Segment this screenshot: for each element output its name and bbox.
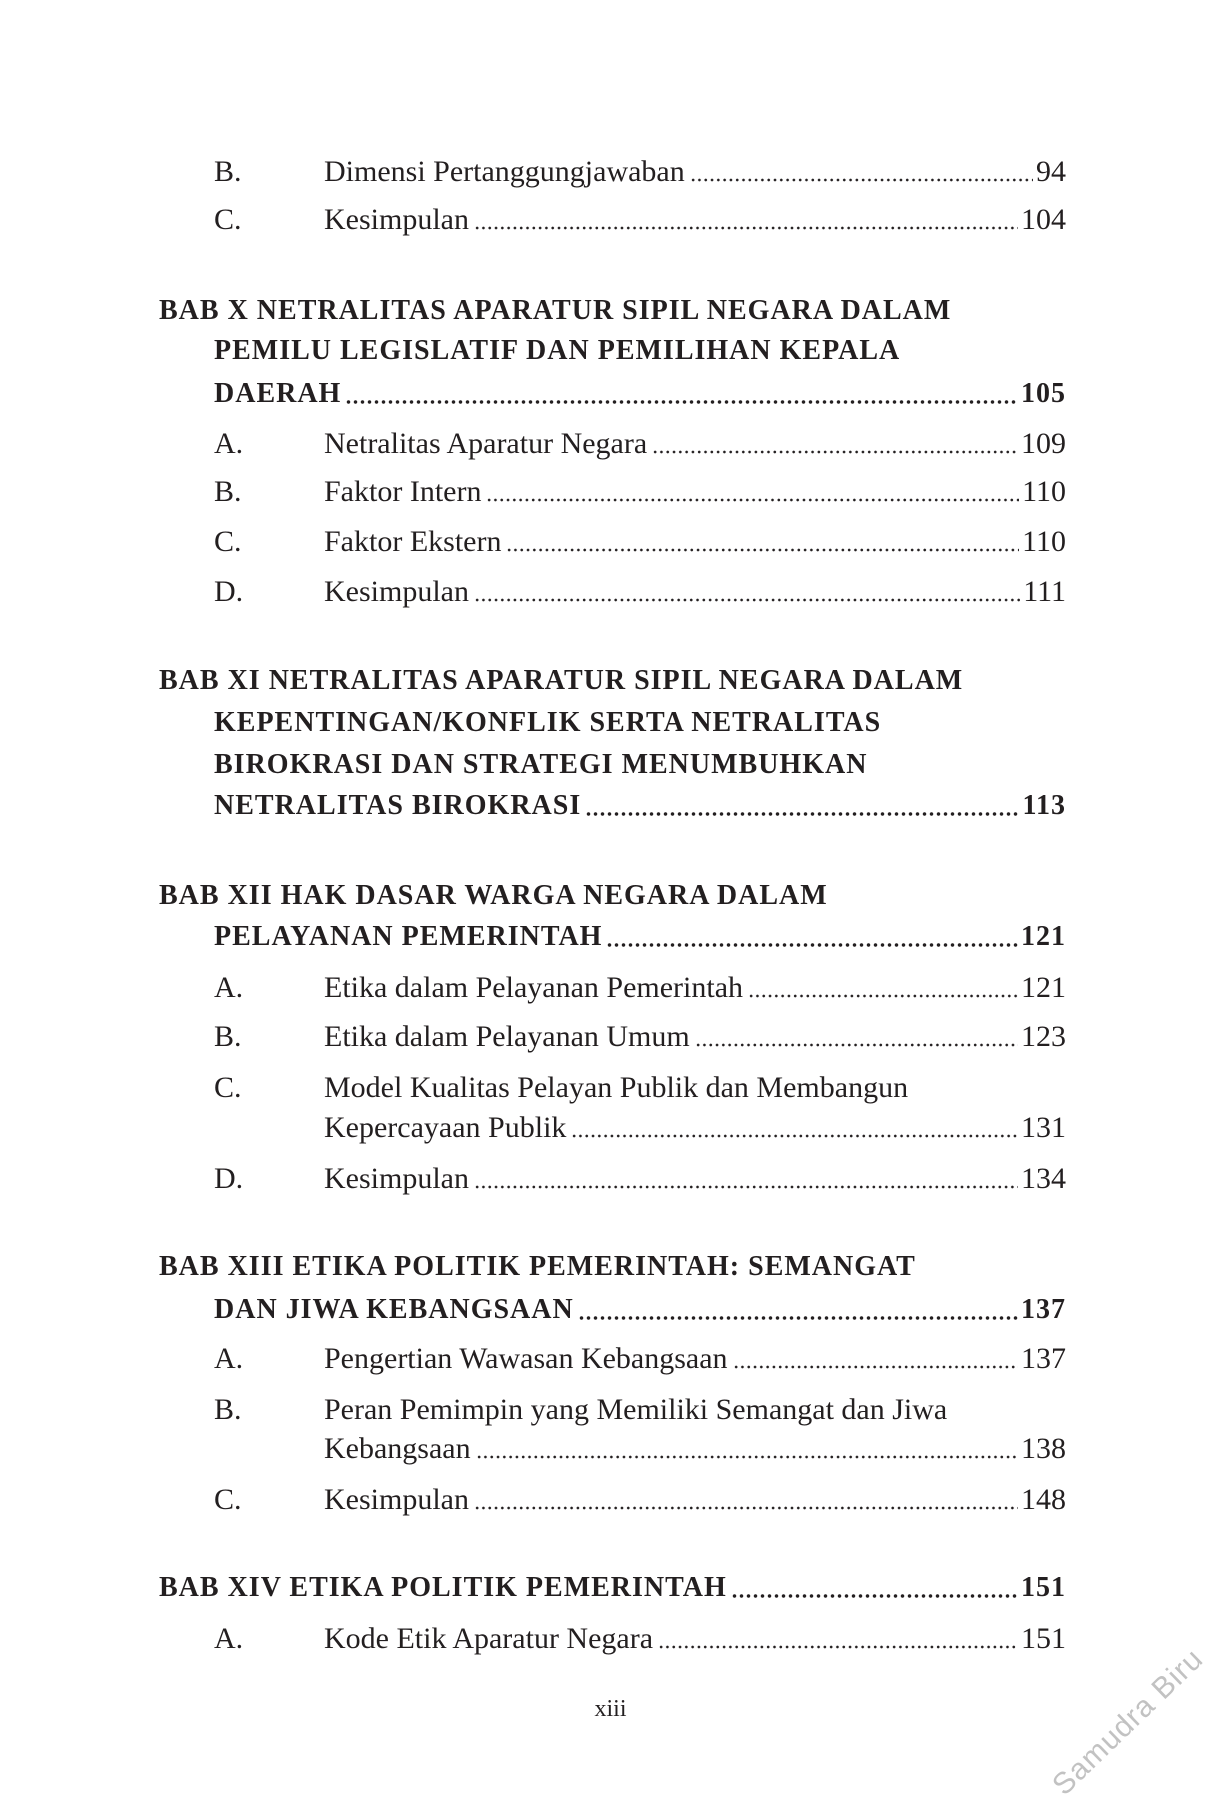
entry-label: A. — [214, 1622, 244, 1655]
toc-entry-continuation — [324, 1429, 1066, 1469]
leader-dots — [658, 1619, 1018, 1659]
entry-title: Pengertian Wawasan Kebangsaan — [324, 1342, 728, 1375]
chapter-heading-text: PELAYANAN PEMERINTAH — [214, 921, 603, 952]
entry-label: A. — [214, 427, 244, 460]
chapter-page-number: 105 — [1021, 378, 1066, 409]
leader-dots — [695, 1017, 1018, 1057]
leader-dots — [578, 1290, 1018, 1330]
entry-page-number: 121 — [1021, 971, 1066, 1004]
entry-title: Kesimpulan — [324, 1162, 469, 1195]
chapter-heading-line: BAB X NETRALITAS APARATUR SIPIL NEGARA DALAM — [159, 295, 952, 326]
chapter-heading-line: PEMILU LEGISLATIF DAN PEMILIHAN KEPALA — [214, 335, 901, 366]
entry-title: Netralitas Aparatur Negara — [324, 427, 648, 460]
chapter-heading-line: BAB XII HAK DASAR WARGA NEGARA DALAM — [159, 880, 828, 911]
entry-title: Dimensi Pertanggungjawaban — [324, 155, 685, 188]
toc-entry — [214, 1339, 1066, 1379]
leader-dots — [474, 200, 1018, 240]
entry-page-number: 137 — [1021, 1342, 1066, 1375]
entry-page-number: 110 — [1022, 475, 1066, 508]
chapter-heading-line: KEPENTINGAN/KONFLIK SERTA NETRALITAS — [214, 707, 882, 738]
toc-entry — [214, 152, 1066, 192]
chapter-page-number: 137 — [1021, 1294, 1066, 1325]
entry-title: Etika dalam Pelayanan Pemerintah — [324, 971, 744, 1004]
leader-dots — [345, 374, 1018, 414]
entry-page-number: 110 — [1022, 525, 1066, 558]
entry-title: Kesimpulan — [324, 575, 469, 608]
leader-dots — [748, 968, 1018, 1008]
entry-page-number: 123 — [1021, 1020, 1066, 1053]
chapter-heading-line: BAB XIII ETIKA POLITIK PEMERINTAH: SEMANGAT — [159, 1251, 916, 1282]
toc-entry-continuation — [324, 1108, 1066, 1148]
entry-title: Kode Etik Aparatur Negara — [324, 1622, 654, 1655]
chapter-heading-last-line — [214, 786, 1066, 826]
entry-title: Faktor Ekstern — [324, 525, 502, 558]
leader-dots — [506, 522, 1019, 562]
chapter-heading-line: BAB XI NETRALITAS APARATUR SIPIL NEGARA DALAM — [159, 665, 964, 696]
toc-entry — [214, 1480, 1066, 1520]
entry-label: A. — [214, 1342, 244, 1375]
entry-title: Kepercayaan Publik — [324, 1111, 567, 1144]
toc-entry — [214, 424, 1066, 464]
chapter-heading-last-line — [159, 1568, 1066, 1608]
leader-dots — [690, 152, 1033, 192]
entry-page-number: 151 — [1021, 1622, 1066, 1655]
entry-label: D. — [214, 1162, 244, 1195]
entry-title: Model Kualitas Pelayan Publik dan Membangun — [324, 1071, 909, 1104]
toc-entry — [214, 1619, 1066, 1659]
toc-entry — [214, 968, 1066, 1008]
leader-dots — [476, 1429, 1018, 1469]
chapter-heading-line: BIROKRASI DAN STRATEGI MENUMBUHKAN — [214, 749, 868, 780]
page-number-footer: xiii — [594, 1696, 627, 1722]
entry-page-number: 111 — [1023, 575, 1066, 608]
leader-dots — [652, 424, 1018, 464]
entry-page-number: 94 — [1036, 155, 1066, 188]
leader-dots — [585, 786, 1019, 826]
leader-dots — [486, 472, 1019, 512]
leader-dots — [733, 1339, 1018, 1379]
entry-page-number: 138 — [1021, 1432, 1066, 1465]
toc-entry — [214, 472, 1066, 512]
leader-dots — [571, 1108, 1018, 1148]
entry-title: Kesimpulan — [324, 1483, 469, 1516]
toc-entry — [214, 200, 1066, 240]
leader-dots — [731, 1568, 1018, 1608]
entry-label: B. — [214, 155, 242, 188]
leader-dots — [474, 1480, 1018, 1520]
chapter-heading-text: DAN JIWA KEBANGSAAN — [214, 1294, 574, 1325]
chapter-heading-text: BAB XIV ETIKA POLITIK PEMERINTAH — [159, 1572, 727, 1603]
chapter-heading-text: NETRALITAS BIROKRASI — [214, 790, 582, 821]
chapter-heading-last-line — [214, 1290, 1066, 1330]
entry-label: C. — [214, 203, 242, 236]
toc-entry — [214, 1017, 1066, 1057]
watermark: Samudra Biru — [1046, 1642, 1210, 1802]
entry-page-number: 148 — [1021, 1483, 1066, 1516]
entry-label: D. — [214, 575, 244, 608]
entry-label: C. — [214, 1483, 242, 1516]
chapter-heading-last-line — [214, 917, 1066, 957]
toc-entry — [214, 572, 1066, 612]
entry-label: C. — [214, 525, 242, 558]
chapter-heading-text: DAERAH — [214, 378, 342, 409]
chapter-page-number: 151 — [1021, 1572, 1066, 1603]
entry-title: Peran Pemimpin yang Memiliki Semangat dan Jiwa — [324, 1393, 948, 1426]
leader-dots — [474, 1159, 1018, 1199]
entry-title: Kebangsaan — [324, 1432, 471, 1465]
toc-entry — [214, 1159, 1066, 1199]
entry-title: Etika dalam Pelayanan Umum — [324, 1020, 690, 1053]
entry-label: B. — [214, 1020, 242, 1053]
entry-page-number: 131 — [1021, 1111, 1066, 1144]
entry-title: Kesimpulan — [324, 203, 469, 236]
chapter-page-number: 121 — [1021, 921, 1066, 952]
entry-label: B. — [214, 1393, 242, 1426]
leader-dots — [474, 572, 1020, 612]
toc-entry — [214, 1390, 1066, 1430]
entry-label: C. — [214, 1071, 242, 1104]
entry-page-number: 104 — [1021, 203, 1066, 236]
entry-label: B. — [214, 475, 242, 508]
entry-page-number: 134 — [1021, 1162, 1066, 1195]
toc-entry — [214, 1068, 1066, 1108]
toc-entry — [214, 522, 1066, 562]
entry-title: Faktor Intern — [324, 475, 482, 508]
chapter-heading-last-line — [214, 374, 1066, 414]
chapter-page-number: 113 — [1022, 790, 1066, 821]
entry-label: A. — [214, 971, 244, 1004]
leader-dots — [606, 917, 1018, 957]
entry-page-number: 109 — [1021, 427, 1066, 460]
